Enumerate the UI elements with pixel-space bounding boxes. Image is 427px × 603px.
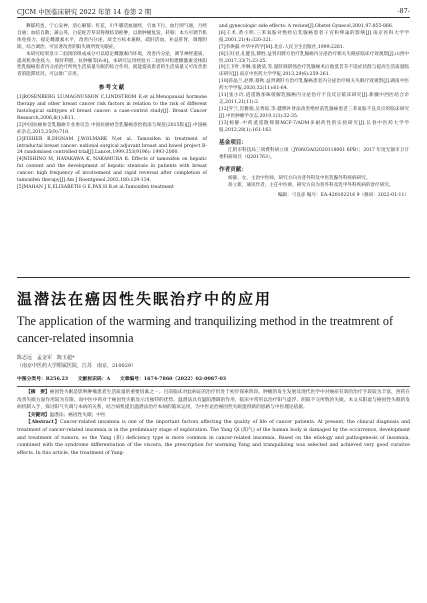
abstract-en-label: 【Abstract】 [26, 420, 61, 426]
references-heading: 参考文献 [98, 85, 126, 92]
abstract-zh-label: 【摘 要】 [26, 390, 50, 395]
reference-item: [13]杨静.中药逍遥散抑制MCF-7/ADM多耐药性的实验研究[J].长春中医药大学学报,2012,28(1):161-163. [219, 120, 409, 133]
keywords-zh: 温潜法；癌因性失眠；中医 [49, 412, 106, 418]
header-rule [17, 17, 410, 18]
fund-heading: 基金项目： [219, 139, 247, 146]
author-names: 陈志远 孟金军 陈玉超* [17, 355, 75, 361]
classification-line [17, 375, 412, 382]
reference-item: and gynecologic side effects: A review[J].Obstet Gynecol,2001,97:855-866. [219, 24, 394, 29]
abstract-rule [17, 386, 410, 387]
reference-item: [2]中国抗癌协会乳腺癌专业委员会.中国抗癌协会乳腺癌诊治指南与规范(2015版)[J].中国癌症杂志,2015,25(9):718. [17, 122, 207, 135]
editor-line: 编辑：弓良彦 编号：EA-420102216 9（修回：2022-01-11） [277, 192, 409, 198]
article-title-en: The application of the warming and tranquilizing method in the treatmrent of cancer-related insomnia [17, 314, 394, 345]
reference-item: [3]FISHER B,DIGNAM J,WOLMARK N,et al. Tamoxifen in treatment of intraductal breast cancer: national surgical adjuvant breast and bowel project B-24 randomised controlled trial[J].Lancet,1999,353(9196): 1993-2000. [17, 136, 207, 156]
reference-item: [7]李焕毅.中华中药学[M].北京:人民卫生出版社,1999:2281. [219, 44, 345, 50]
reference-item: [8]王旺君,孔健良,滕胜.益肾归脾方治疗乳腺癌内分泌治疗相关失眠症临床疗效观察[J].山西中医,2017,33(7):23-25. [219, 51, 409, 64]
right-column [219, 24, 409, 200]
classification-text: 中图分类号：R256.23 文献标识码：A 文章编号：1674-7860（2022）02-0087-03 [17, 376, 227, 382]
running-header [0, 0, 427, 20]
reference-item: [12]罗兰,肖雅娟,吴秀琼,等.健脾补肾法改善绝经前乳腺癌患者三苯氧胺不良反应的临床研究[J].中医肿瘤学杂志,2019,1(3):32-35. [219, 106, 409, 119]
author-affiliation: （南京中医药大学附属医院，江苏 南京，210029） [17, 363, 137, 369]
reference-item: [6]王术,黄小明.三苯氧胺对绝经后乳腺癌患者子宫和卵巢的影响[J].南京医科大学学报,2001,21(4):320-321. [219, 30, 409, 43]
left-column [17, 24, 207, 192]
author-contribution-text: 蒋立新，通讯作者，主任中医师，研究方向为普外科及乳甲外科疾病的诊疗研究。 [228, 183, 394, 189]
article-divider [17, 277, 410, 278]
body-paragraph: 舞郁药也，宁心安神，清心解郁；红花，川牛膝活血通经，引血下行，血行则气通，月经自通；血结自散；蒲公英，白花蛇舌草双脊散结消瘀肿，以助肿瘤复发、转移；本方可调节机体免疫力，稳定雌激素水平，改善内分泌，故全方标本兼顾，疏肝活血，补益肝肾，调理阴阳，综合调治，可显著改善阴阳失调所致失眠症。 [17, 24, 207, 50]
journal-name: CJCM 中医临床研究 2022 年第 14 卷第 2 期 [17, 8, 152, 16]
author-block [17, 354, 136, 370]
page-number: -87- [397, 7, 410, 15]
abstract-block [17, 389, 410, 457]
reference-item: [1]ROSENBERG LU,MAGNUSSON C,LINDSTROM E,et al.Menopausal hormone therapy and other breast cancer risk factors in relation to the risk of different histological subtypes of breast cancer: a case-control study[J]. Breast Cancer Research,2006,8(1):R11. [17, 95, 207, 121]
abstract-en: Cancer-related insomnia is one of the important factors affecting the quality of life of cancer patients. At present, the clinical diagnosis and treatment of cancer-related insomnia is in the preliminary stage of exploration. The Yang Qi (阳气) of the human body is damaged by the occurrence, development and treatment of tumors, so the Yang (阳) deficiency type is more common in cancer-related insomnia. Based on the etiology and pathogenesis of insomnia, combined with the syndrome differentiation of the viscera, the prescription for warming Yang and tranquilizing was selected and achieved very good curative effects. In this article, the treatment of Yang- [17, 420, 411, 456]
body-paragraph: 本研究结果显示二仙汤的组成成分可以稳定雌激素内环境，改善内分泌，调节神经递质、提高机体免疫力，保肝利胆、抗肿瘤等[6-8]。本研究运用经验方二仙汤对构建雌激素受体阳性乳腺癌患者内分泌治疗所致生活质量失眠的综合作用，既能提高患者的生活质量又可改善患者的阻滞状况，可以推广应用。 [17, 51, 207, 78]
abstract-zh: 癌因性失眠是影响肿瘤患者生活质量的重要因素之一。目前临床对此病证的治疗仍处于初步探索阶段。肿瘤的发生发展及现代医学中对癌症有效的治疗手段较为丰富，西药在改善失眠方面作用较为有限，而中医中药对于癌因性失眠显示出独特的优势。温潜法具有温阳潜降的作用，临床中常用以治疗阳气虚浮、阴阳不交所致的失眠。本文从阳虚与癌因性失眠的发病机制入手，探讨阳气失调与本病的关系，结合病机提出温潜法治疗本病的临床运用，为中医论治癌因性失眠提供新的思路与中医理论依据。 [17, 390, 410, 411]
reference-item: [11]张小玲.逍遥散加味缓解乳腺癌内分泌治疗不良反应临床研究[J].新疆中西医结合杂志,2011,21(11):2. [219, 93, 409, 105]
reference-item: [5]MAHAN J E,ELISABETH G E,PAX H B,et al.Tamoxifen treatment [17, 184, 174, 190]
fund-text: 江阴市科技局三项费科研立项（JY0603A02020118001 6PB）；2017 年度无锡市卫计委科研项目（Q201763）。 [219, 148, 409, 161]
reference-item: [4]NISHINO M, HAYAKAWA K, NAKAMURA K. Effects of tamoxifen on hepatic fat content and the development of hepatic steatosis in patients with breast cancer: high frequency of involvement and rapid reversal after completion of tamoxifen therapy[J].Am J Roentgenol,2003,180:129-134. [17, 157, 207, 184]
article-title-zh: 温潜法在癌因性失眠治疗中的应用 [17, 290, 273, 308]
reference-item: [10]蒋晶兰,赵晔,蔡秋.益肾调肝方治疗乳腺癌患者内分泌治疗相关失眠疗效观察[J].湖南中医药大学学报,2020,32(11):61-64. [219, 79, 409, 92]
author-contribution-heading: 作者贡献： [219, 167, 247, 174]
reference-item: [9]王卫叶,李琳,张晓清,等.滋肝调阴汤治疗乳腺癌术后他莫昔芬不适症状群与提高生活质量临床研究[J].南京中医药大学学报,2013,29(6):259-261. [219, 65, 409, 78]
author-contribution-text: 杨静，女，主治中医师，研究方向为普外科及中医乳腺外科疾病研究。 [228, 176, 371, 182]
keywords-zh-label: 【关键词】 [26, 412, 50, 418]
